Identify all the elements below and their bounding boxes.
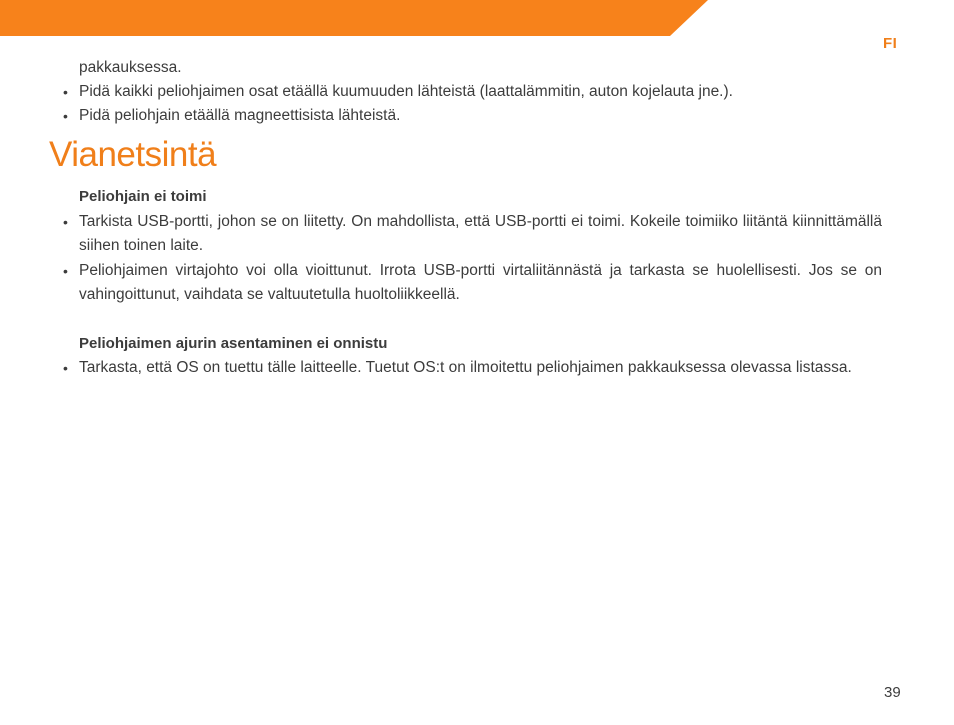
- section-title: Vianetsintä: [49, 135, 217, 174]
- section2-bullet-1: Tarkasta, että OS on tuettu tälle laitteelle. Tuetut OS:t on ilmoitettu peliohjaimen pakkauksessa olevassa listassa.: [79, 359, 852, 376]
- intro-bullet-1: Pidä kaikki peliohjaimen osat etäällä kuumuuden lähteistä (laattalämmitin, auton kojelauta jne.).: [79, 83, 733, 100]
- bullet-dot-icon: •: [63, 214, 68, 230]
- bullet-dot-icon: •: [63, 263, 68, 279]
- intro-bullet-2: Pidä peliohjain etäällä magneettisista lähteistä.: [79, 107, 401, 124]
- subheading-driver-install-fails: Peliohjaimen ajurin asentaminen ei onnistu: [79, 335, 388, 352]
- bullet-dot-icon: •: [63, 84, 68, 100]
- bullet-dot-icon: •: [63, 360, 68, 376]
- page-number: 39: [884, 684, 901, 701]
- section1-bullet-1: Tarkista USB-portti, johon se on liitetty. On mahdollista, että USB-portti ei toimi. Kokeile toimiiko liitäntä kiinnittämällä siihen toinen laite.: [79, 213, 882, 254]
- header-bar: [0, 0, 954, 36]
- language-label: FI: [883, 35, 898, 52]
- subheading-controller-not-working: Peliohjain ei toimi: [79, 188, 207, 205]
- intro-continuation: pakkauksessa.: [79, 59, 182, 76]
- section1-bullet-2: Peliohjaimen virtajohto voi olla vioittunut. Irrota USB-portti virtaliitännästä ja tarkasta se huolellisesti. Jos se on vahingoittunut, vaihdata se valtuutetulla huoltoliikkeellä.: [79, 262, 882, 303]
- bullet-dot-icon: •: [63, 108, 68, 124]
